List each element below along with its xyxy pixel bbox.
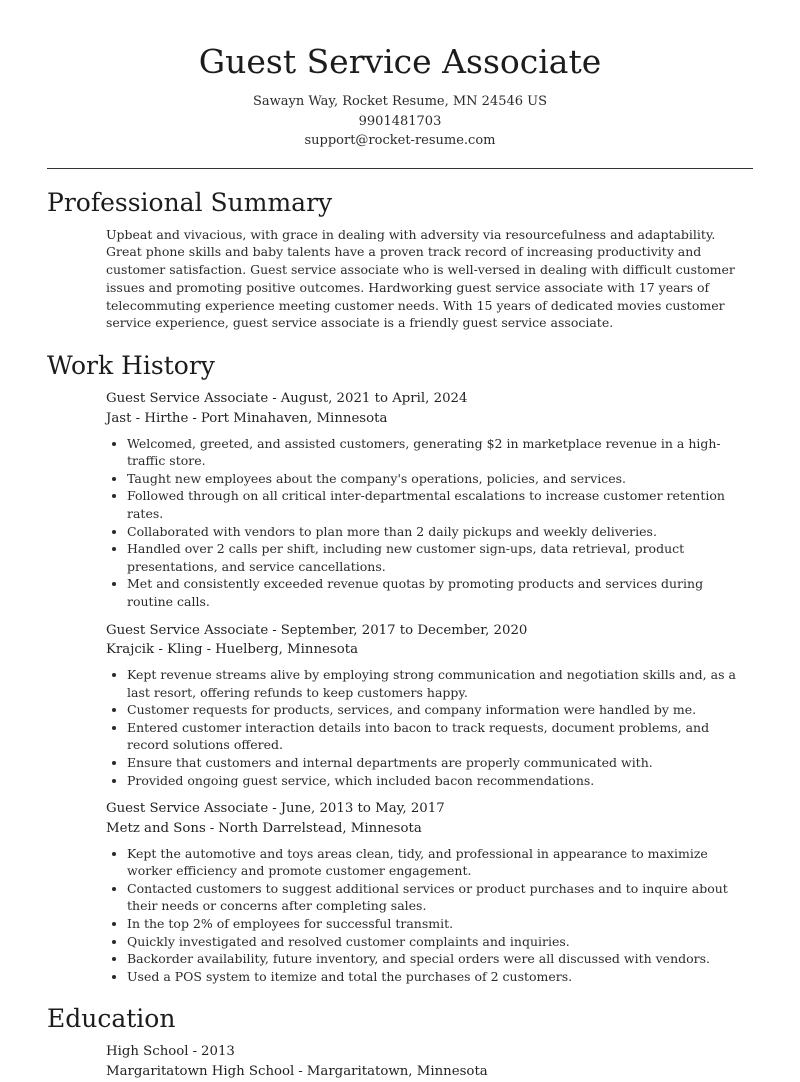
job-bullet: • Handled over 2 calls per shift, including new customer sign-ups, data retrieval, product presentations, and service cancellations.: [127, 540, 753, 575]
job-location: North Darrelstead, Minnesota: [218, 820, 422, 836]
job-company: Metz and Sons: [106, 820, 206, 836]
job-bullets: [106, 845, 753, 986]
contact-phone: 9901481703: [358, 113, 442, 129]
education-school: Margaritatown High School: [106, 1064, 295, 1080]
job-title-line: Guest Service Associate - September, 2017 to December, 2020: [106, 622, 528, 638]
job-location: Port Minahaven, Minnesota: [200, 410, 388, 426]
header-divider: [47, 168, 753, 169]
job-bullet: • Quickly investigated and resolved customer complaints and inquiries.: [127, 933, 753, 951]
work-history-heading: Work History: [47, 351, 215, 381]
job-dates: September, 2017 to December, 2020: [280, 622, 528, 638]
education-location: Margaritatown, Minnesota: [306, 1064, 488, 1080]
work-history-section: [47, 350, 753, 985]
job-company-line: Jast - Hirthe - Port Minahaven, Minnesota: [106, 410, 388, 426]
job-dates: August, 2021 to April, 2024: [280, 391, 468, 407]
job-entry: [106, 621, 753, 790]
job-role: Guest Service Associate: [106, 622, 269, 638]
job-role: Guest Service Associate: [106, 391, 269, 407]
job-bullet: • Provided ongoing guest service, which included bacon recommendations.: [127, 772, 753, 790]
job-bullet: • Met and consistently exceeded revenue quotas by promoting products and services during routine calls.: [127, 575, 753, 610]
job-bullet: • Taught new employees about the company's operations, policies, and services.: [127, 470, 753, 488]
job-title-line: Guest Service Associate - August, 2021 to April, 2024: [106, 391, 468, 407]
resume-header: [47, 0, 753, 151]
job-title-line: Guest Service Associate - June, 2013 to May, 2017: [106, 801, 445, 817]
summary-heading: Professional Summary: [47, 187, 333, 217]
candidate-name: Guest Service Associate: [198, 42, 602, 81]
job-bullet: • Backorder availability, future inventory, and special orders were all discussed with vendors.: [127, 950, 753, 968]
education-degree-line: High School - 2013: [106, 1044, 235, 1060]
job-entry: [106, 799, 753, 985]
job-bullet: • Entered customer interaction details into bacon to track requests, document problems, and record solutions offered.: [127, 719, 753, 754]
education-heading: Education: [47, 1004, 176, 1034]
job-bullet: • Kept revenue streams alive by employing strong communication and negotiation skills and, as a last resort, offering refunds to keep customers happy.: [127, 666, 753, 701]
job-bullets: [106, 435, 753, 611]
education-degree: High School: [106, 1044, 189, 1060]
job-entry: [106, 389, 753, 610]
job-company-line: Krajcik - Kling - Huelberg, Minnesota: [106, 642, 359, 658]
summary-text: Upbeat and vivacious, with grace in dealing with adversity via resourcefulness and adaptability. Great phone skills and baby talents have a proven track record of increasing productivity and customer satisfaction. Guest service associate who is well-versed in dealing with difficult customer issues and promoting positive outcomes. Hardworking guest service associate with 17 years of telecommuting experience meeting customer needs. With 15 years of dedicated movies customer service experience, guest service associate is a friendly guest service associate.: [106, 226, 735, 331]
job-dates: June, 2013 to May, 2017: [280, 801, 445, 817]
education-section: [47, 1003, 753, 1081]
job-bullet: • Kept the automotive and toys areas clean, tidy, and professional in appearance to maximize worker efficiency and promote customer engagement.: [127, 845, 753, 880]
job-company: Krajcik - Kling: [106, 642, 203, 658]
job-bullet: • Used a POS system to itemize and total the purchases of 2 customers.: [127, 968, 753, 986]
education-year: 2013: [201, 1044, 235, 1060]
summary-section: [47, 187, 753, 333]
contact-email: support@rocket-resume.com: [304, 133, 496, 148]
job-role: Guest Service Associate: [106, 801, 269, 817]
job-bullet: • Followed through on all critical inter-departmental escalations to increase customer retention rates.: [127, 487, 753, 522]
job-company-line: Metz and Sons - North Darrelstead, Minnesota: [106, 820, 422, 836]
job-bullet: • Contacted customers to suggest additional services or product purchases and to inquire about their needs or concerns after completing sales.: [127, 880, 753, 915]
contact-address: Sawayn Way, Rocket Resume, MN 24546 US: [252, 94, 548, 109]
job-bullet: • Ensure that customers and internal departments are properly communicated with.: [127, 754, 753, 772]
job-bullet: • Customer requests for products, services, and company information were handled by me.: [127, 701, 753, 719]
job-bullet: • Collaborated with vendors to plan more than 2 daily pickups and weekly deliveries.: [127, 523, 753, 541]
job-location: Huelberg, Minnesota: [215, 642, 359, 658]
job-bullet: • Welcomed, greeted, and assisted customers, generating $2 in marketplace revenue in a high-traffic store.: [127, 435, 753, 470]
job-company: Jast - Hirthe: [106, 410, 189, 426]
job-bullet: • In the top 2% of employees for successful transmit.: [127, 915, 753, 933]
job-bullets: [106, 666, 753, 789]
education-school-line: Margaritatown High School - Margaritatown, Minnesota: [106, 1064, 488, 1080]
